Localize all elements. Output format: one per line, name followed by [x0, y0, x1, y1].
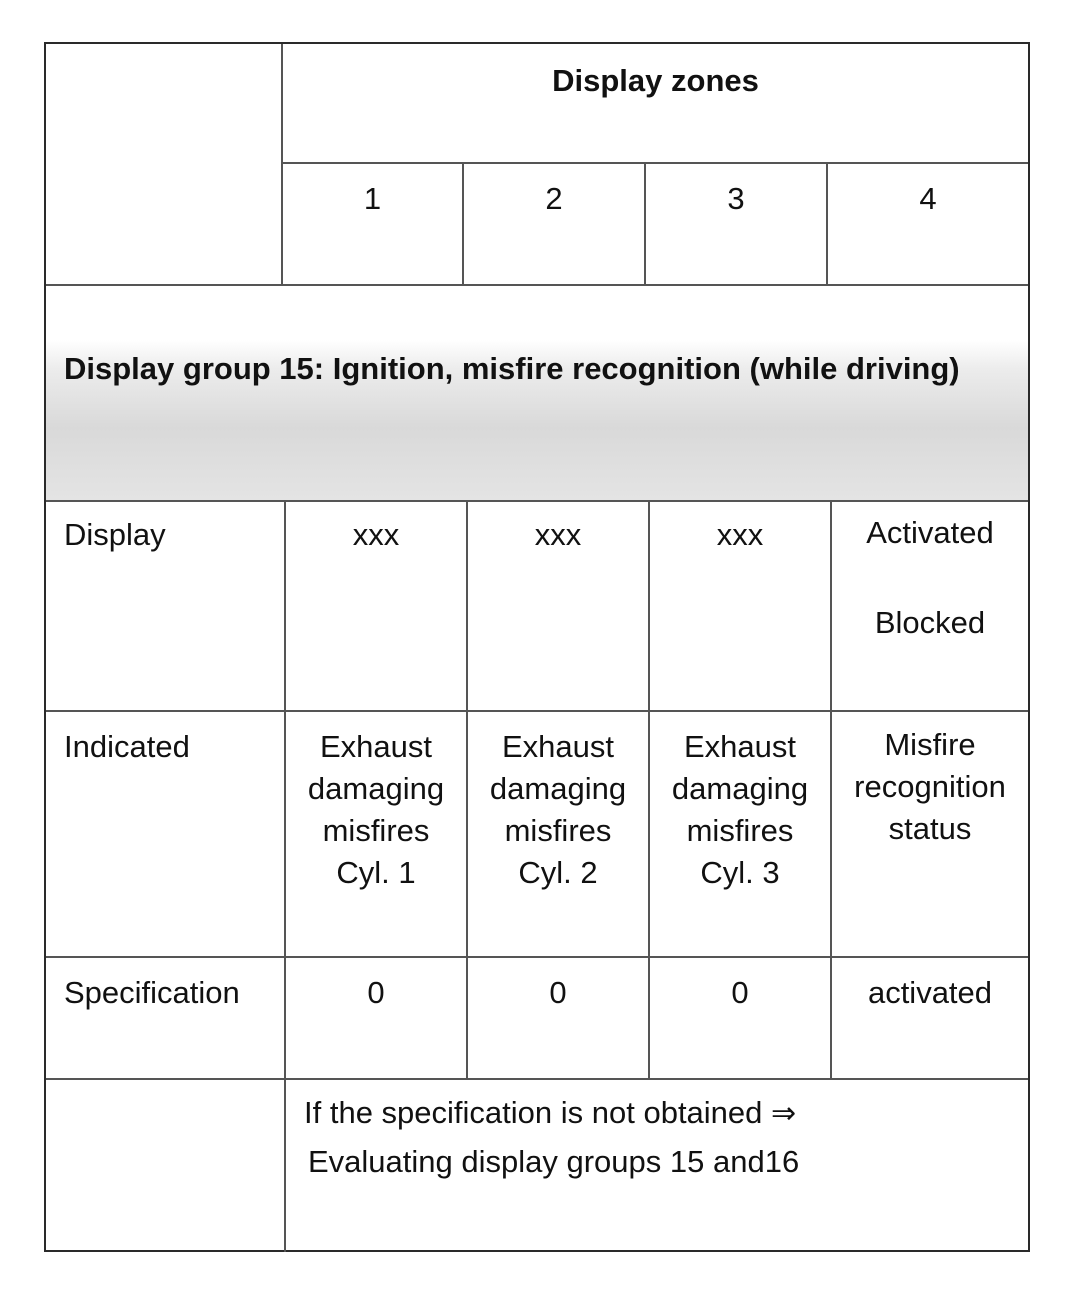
indicated-zone-2-line: misfires: [504, 813, 612, 848]
indicated-zone-3-line: damaging: [671, 771, 809, 806]
indicated-zone-1: [286, 726, 466, 894]
indicated-zone-4-line: recognition: [854, 769, 1006, 804]
divider: [46, 500, 1028, 502]
indicated-zone-4-line: status: [888, 811, 972, 846]
row-label-display: Display: [64, 517, 166, 552]
display-value-zone-4-activated: Activated: [866, 515, 994, 550]
divider: [46, 710, 1028, 712]
zone-number-4: 4: [919, 181, 937, 216]
indicated-zone-3-line: Exhaust: [683, 729, 796, 764]
indicated-zone-4: [832, 724, 1028, 850]
indicated-zone-1-line: misfires: [322, 813, 430, 848]
zone-number-3: 3: [727, 181, 745, 216]
divider: [46, 284, 1028, 286]
indicated-zone-4-line: Misfire: [884, 727, 976, 762]
indicated-zone-2-line: damaging: [489, 771, 627, 806]
group-title: Display group 15: Ignition, misfire recognition (while driving): [64, 351, 960, 386]
display-value-zone-4-blocked: Blocked: [874, 605, 986, 640]
zone-number-2: 2: [545, 181, 563, 216]
zone-number-1: 1: [363, 181, 382, 216]
indicated-zone-3-line: Cyl. 3: [700, 855, 780, 890]
divider: [281, 162, 1028, 164]
display-zones-heading: Display zones: [552, 63, 759, 98]
row-label-specification: Specification: [64, 975, 240, 1010]
note-line-2: Evaluating display groups 15 and16: [308, 1144, 800, 1179]
indicated-zone-2: [468, 726, 648, 894]
indicated-zone-1-line: Exhaust: [319, 729, 432, 764]
note-line-1: [304, 1092, 1024, 1135]
specification-zone-1: 0: [367, 975, 385, 1010]
divider: [46, 956, 1028, 958]
indicated-zone-3: [650, 726, 830, 894]
specification-zone-3: 0: [731, 975, 749, 1010]
note: [304, 1092, 1024, 1183]
row-label-indicated: Indicated: [64, 729, 190, 764]
indicated-zone-1-line: damaging: [307, 771, 445, 806]
display-group-table: [44, 42, 1030, 1252]
display-value-zone-3: xxx: [716, 517, 764, 552]
implies-arrow-icon: ⇒: [771, 1096, 797, 1131]
note-condition: If the specification is not obtained: [304, 1095, 763, 1130]
indicated-zone-3-line: misfires: [686, 813, 794, 848]
divider: [46, 1078, 1028, 1080]
specification-zone-2: 0: [549, 975, 567, 1010]
indicated-zone-2-line: Cyl. 2: [518, 855, 598, 890]
indicated-zone-1-line: Cyl. 1: [336, 855, 416, 890]
specification-zone-4: activated: [867, 975, 993, 1010]
display-value-zone-1: xxx: [352, 517, 400, 552]
display-value-zone-2: xxx: [534, 517, 582, 552]
indicated-zone-2-line: Exhaust: [501, 729, 614, 764]
